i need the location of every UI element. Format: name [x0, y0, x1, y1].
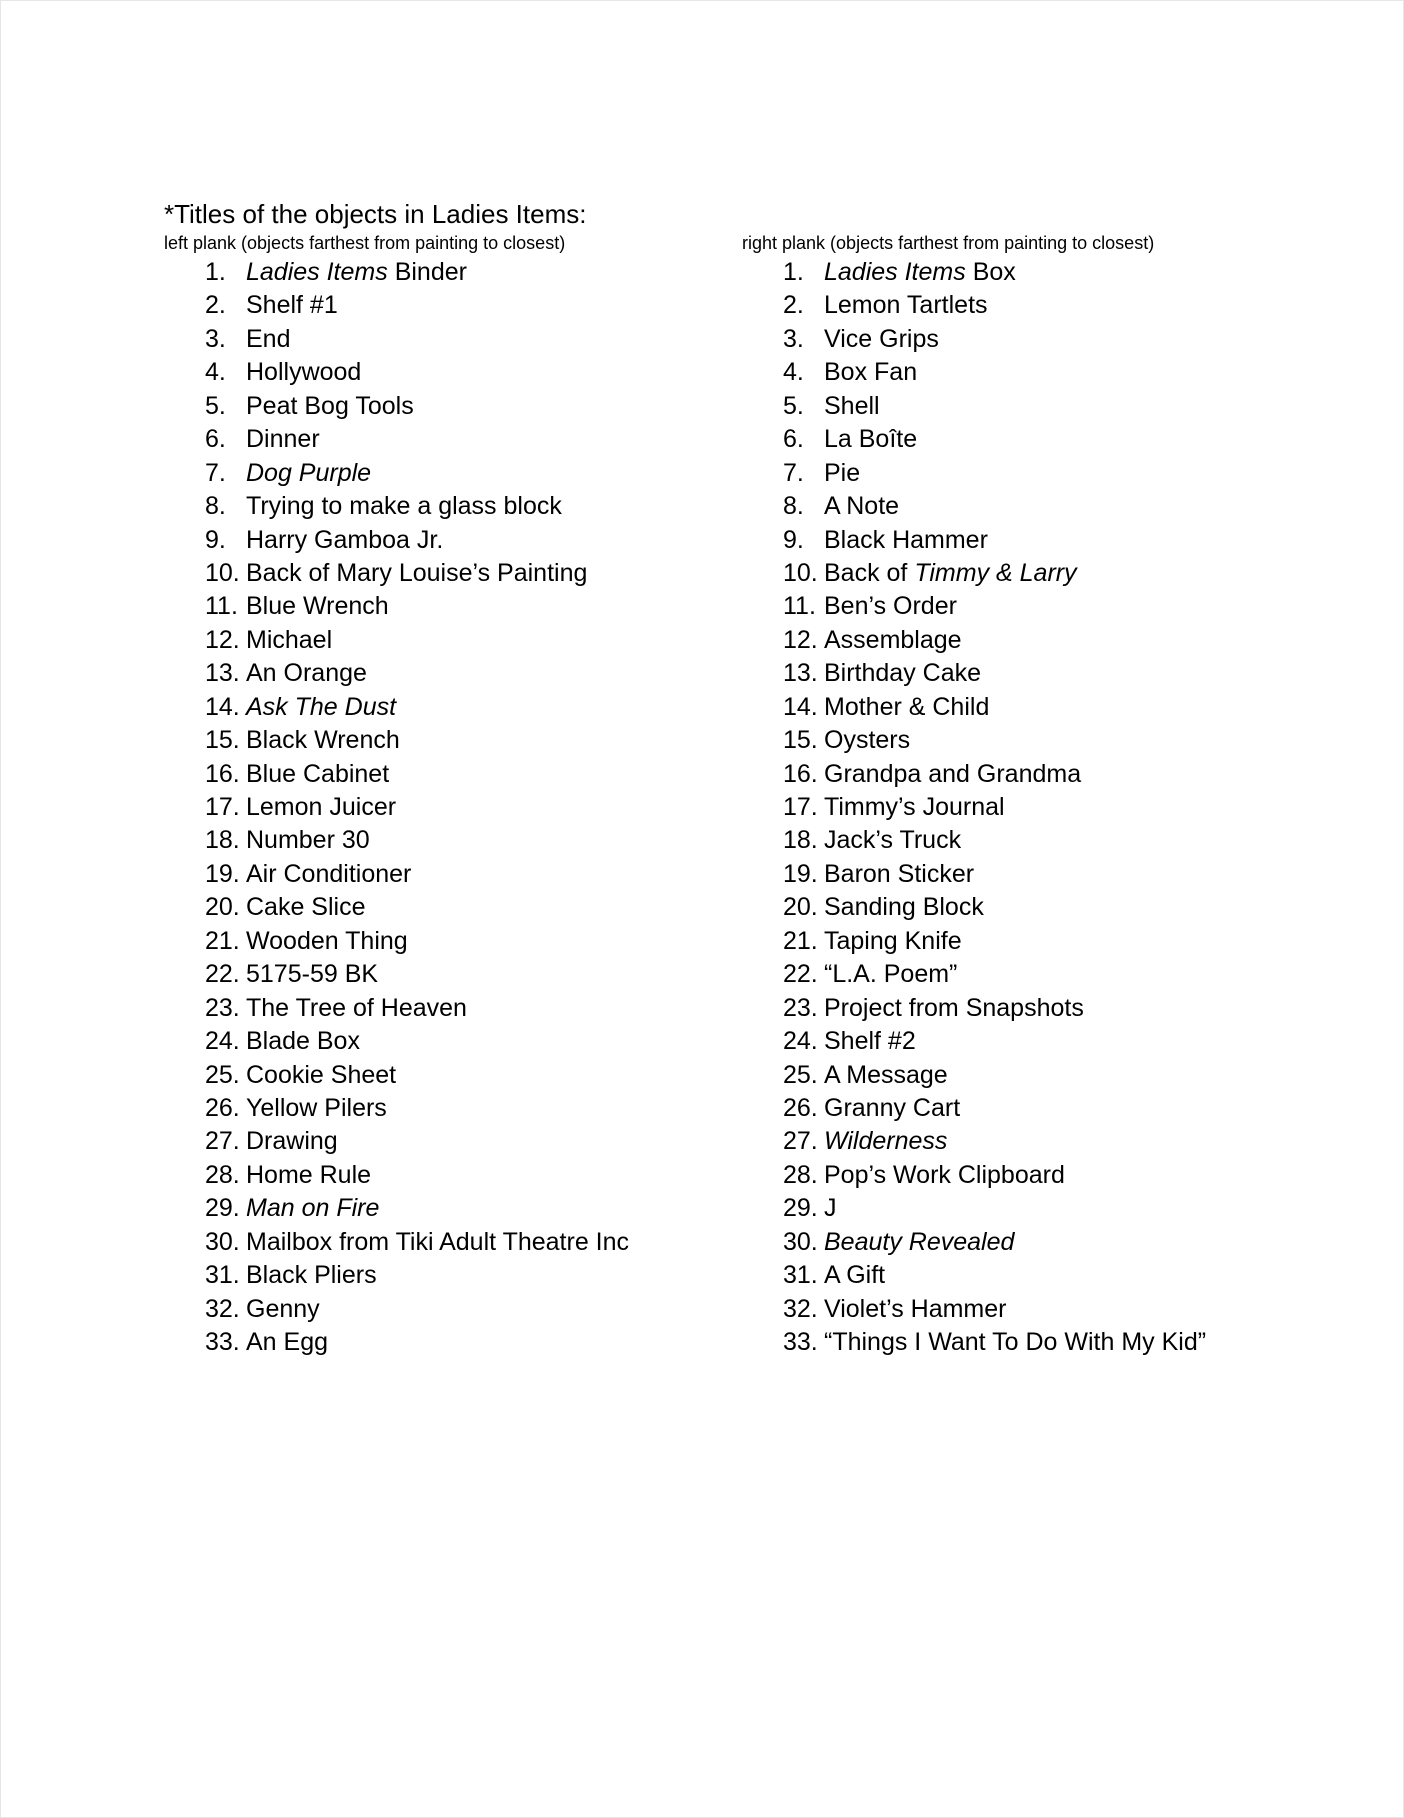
- item-title: [824, 891, 984, 924]
- list-item: [164, 524, 764, 557]
- item-title-part: Number 30: [246, 826, 370, 855]
- item-number: 26.: [783, 1093, 818, 1122]
- item-number: 25.: [205, 1060, 240, 1089]
- item-title-part: Grandpa and Grandma: [824, 759, 1082, 788]
- item-number: 20.: [205, 893, 240, 922]
- item-title-part: An Egg: [246, 1328, 329, 1356]
- item-title-part: Taping Knife: [824, 926, 962, 955]
- list-item: [742, 557, 1342, 590]
- item-number: 18.: [205, 826, 240, 855]
- list-item: [164, 858, 764, 891]
- item-title-part: Peat Bog Tools: [246, 391, 414, 420]
- item-title: [246, 524, 443, 557]
- list-item: [742, 925, 1342, 958]
- list-item: [164, 1192, 764, 1225]
- item-number: 15.: [783, 726, 818, 755]
- list-item: [164, 356, 764, 389]
- item-number: 8.: [783, 492, 804, 521]
- item-title-part: Jack’s Truck: [824, 826, 962, 855]
- left-plank-heading: left plank (objects farthest from painting to closest): [164, 233, 566, 253]
- item-title: [246, 490, 562, 523]
- item-title: [824, 1159, 1065, 1192]
- item-title: [246, 289, 338, 322]
- item-number: 11.: [783, 592, 816, 621]
- item-title-part: Assemblage: [824, 625, 962, 654]
- item-title: [824, 624, 962, 657]
- item-title-part: Lemon Tartlets: [824, 291, 988, 320]
- item-number: 10.: [205, 558, 240, 587]
- item-title: [246, 1059, 396, 1092]
- item-title-part: Wooden Thing: [246, 926, 408, 955]
- list-item: [164, 289, 764, 322]
- item-title-part: J: [824, 1194, 837, 1223]
- item-title: [824, 1326, 1206, 1359]
- item-title: [824, 557, 1077, 590]
- item-title-part: “Things I Want To Do With My Kid”: [824, 1328, 1207, 1356]
- item-title: [246, 891, 366, 924]
- list-item: [164, 490, 764, 523]
- item-number: 6.: [783, 425, 804, 454]
- list-item: [164, 1059, 764, 1092]
- item-title: [246, 691, 396, 724]
- item-number: 16.: [205, 759, 240, 788]
- list-item: [164, 758, 764, 791]
- item-title-part: Shell: [824, 391, 880, 420]
- list-item: [164, 925, 764, 958]
- item-title-part: “L.A. Poem”: [824, 960, 958, 989]
- item-title: [824, 1259, 885, 1292]
- item-number: 30.: [783, 1227, 818, 1256]
- item-title: [824, 390, 880, 423]
- item-number: 31.: [205, 1261, 240, 1290]
- item-title: [824, 1293, 1006, 1326]
- item-title-part: Back of Mary Louise’s Painting: [246, 558, 588, 587]
- item-title: [824, 958, 957, 991]
- item-title-part: Genny: [246, 1294, 320, 1323]
- item-title-italic-part: Man on Fire: [246, 1194, 380, 1223]
- list-item: [742, 657, 1342, 690]
- item-title: [246, 356, 361, 389]
- item-number: 12.: [783, 625, 818, 654]
- item-number: 24.: [783, 1027, 818, 1056]
- list-item: [164, 624, 764, 657]
- item-title: [246, 925, 408, 958]
- item-title: [824, 925, 962, 958]
- item-title: [246, 1125, 338, 1158]
- item-title-part: Birthday Cake: [824, 659, 982, 688]
- list-item: [164, 724, 764, 757]
- item-number: 15.: [205, 726, 240, 755]
- list-item: [164, 1259, 764, 1292]
- item-number: 22.: [205, 960, 240, 989]
- item-number: 17.: [783, 793, 818, 821]
- item-title-part: Vice Grips: [824, 324, 939, 353]
- item-title: [246, 758, 389, 791]
- item-title-part: Sanding Block: [824, 893, 984, 922]
- list-item: [742, 992, 1342, 1025]
- item-title-part: Violet’s Hammer: [824, 1294, 1007, 1323]
- list-item: [164, 992, 764, 1025]
- item-title: [824, 289, 988, 322]
- item-title-italic-part: Wilderness: [824, 1127, 948, 1156]
- item-title: [246, 624, 332, 657]
- item-title-part: Shelf #1: [246, 291, 338, 320]
- item-title: [824, 256, 1016, 289]
- item-number: 12.: [205, 625, 240, 654]
- item-title-part: Lemon Juicer: [246, 793, 397, 821]
- item-number: 13.: [205, 659, 240, 688]
- item-title-part: Black Hammer: [824, 525, 988, 554]
- list-item: [742, 524, 1342, 557]
- list-item: [742, 356, 1342, 389]
- item-title: [824, 524, 988, 557]
- item-title: [824, 858, 974, 891]
- list-item: [742, 1226, 1342, 1259]
- list-item: [164, 891, 764, 924]
- item-title-part: Pie: [824, 458, 861, 487]
- item-title: [824, 457, 860, 490]
- list-item: [164, 1226, 764, 1259]
- item-title: [246, 824, 370, 857]
- item-number: 14.: [783, 692, 818, 721]
- item-title: [246, 1092, 387, 1125]
- item-number: 22.: [783, 960, 818, 989]
- item-title: [246, 457, 371, 490]
- right-plank-list: [742, 256, 1342, 1359]
- item-title-part: Pop’s Work Clipboard: [824, 1160, 1065, 1189]
- item-title-part: Granny Cart: [824, 1093, 961, 1122]
- list-item: [742, 490, 1342, 523]
- item-title-part: Drawing: [246, 1127, 338, 1156]
- item-title-italic-part: Timmy & Larry: [914, 558, 1077, 587]
- item-title-part: Cookie Sheet: [246, 1060, 397, 1089]
- item-title-part: Trying to make a glass block: [246, 492, 562, 521]
- list-item: [164, 323, 764, 356]
- list-item: [742, 457, 1342, 490]
- item-title: [246, 1326, 328, 1359]
- item-title-part: A Gift: [824, 1261, 886, 1290]
- list-item: [742, 1092, 1342, 1125]
- item-number: 18.: [783, 826, 818, 855]
- item-title-part: Cake Slice: [246, 893, 366, 922]
- item-title-part: A Message: [824, 1060, 948, 1089]
- item-number: 19.: [783, 859, 818, 888]
- item-title: [246, 1192, 379, 1225]
- item-number: 25.: [783, 1060, 818, 1089]
- list-item: [164, 1092, 764, 1125]
- item-title: [246, 1025, 360, 1058]
- list-item: [742, 691, 1342, 724]
- list-item: [164, 791, 764, 824]
- item-number: 7.: [783, 458, 804, 487]
- item-title-italic-part: Dog Purple: [246, 458, 372, 487]
- list-item: [742, 1192, 1342, 1225]
- item-number: 6.: [205, 425, 226, 454]
- item-title-part: Ben’s Order: [824, 592, 957, 621]
- item-title: [246, 724, 400, 757]
- list-item: [742, 724, 1342, 757]
- item-title-part: The Tree of Heaven: [246, 993, 467, 1022]
- item-number: 4.: [783, 358, 804, 387]
- item-title-italic-part: Ask The Dust: [246, 692, 397, 721]
- item-number: 9.: [205, 525, 226, 554]
- item-number: 33.: [205, 1328, 240, 1356]
- item-title: [246, 590, 389, 623]
- item-number: 31.: [783, 1261, 818, 1290]
- item-title: [246, 256, 467, 289]
- item-title: [246, 791, 396, 824]
- item-title-part: Box: [965, 258, 1016, 286]
- left-plank-column: [164, 232, 764, 1359]
- item-number: 1.: [783, 258, 804, 286]
- item-title-part: Black Wrench: [246, 726, 400, 755]
- item-title: [824, 992, 1084, 1025]
- item-number: 28.: [783, 1160, 818, 1189]
- item-number: 19.: [205, 859, 240, 888]
- list-item: [742, 824, 1342, 857]
- right-plank-heading: right plank (objects farthest from painting to closest): [742, 233, 1155, 253]
- list-item: [164, 1025, 764, 1058]
- item-number: 9.: [783, 525, 804, 554]
- list-item: [164, 958, 764, 991]
- list-item: [742, 423, 1342, 456]
- list-item: [742, 590, 1342, 623]
- item-title: [246, 1259, 377, 1292]
- list-item: [742, 390, 1342, 423]
- item-number: 4.: [205, 358, 226, 387]
- item-title-part: Black Pliers: [246, 1261, 377, 1290]
- item-title-part: Blue Wrench: [246, 592, 389, 621]
- item-title: [824, 1226, 1014, 1259]
- item-title-italic-part: Ladies Items: [824, 258, 966, 286]
- list-item: [742, 624, 1342, 657]
- item-number: 29.: [783, 1194, 818, 1223]
- item-title: [824, 590, 957, 623]
- list-item: [742, 1025, 1342, 1058]
- item-number: 3.: [205, 324, 226, 353]
- item-number: 16.: [783, 759, 818, 788]
- list-item: [742, 958, 1342, 991]
- item-number: 23.: [783, 993, 818, 1022]
- item-title-part: Baron Sticker: [824, 859, 975, 888]
- list-item: [164, 1326, 764, 1359]
- item-title-part: Mailbox from Tiki Adult Theatre Inc: [246, 1227, 630, 1256]
- list-item: [742, 1259, 1342, 1292]
- item-title-part: End: [246, 324, 291, 353]
- item-number: 5.: [783, 391, 804, 420]
- item-title-part: Home Rule: [246, 1160, 372, 1189]
- list-item: [164, 657, 764, 690]
- left-plank-list: [164, 256, 764, 1359]
- list-item: [742, 891, 1342, 924]
- list-item: [164, 1159, 764, 1192]
- item-number: 13.: [783, 659, 818, 688]
- item-title-part: Project from Snapshots: [824, 993, 1084, 1022]
- list-item: [742, 256, 1342, 289]
- item-number: 14.: [205, 692, 240, 721]
- item-title-part: Hollywood: [246, 358, 362, 387]
- list-item: [164, 691, 764, 724]
- item-title: [246, 1226, 629, 1259]
- item-title: [246, 657, 367, 690]
- item-title: [246, 1159, 371, 1192]
- list-item: [742, 791, 1342, 824]
- item-number: 28.: [205, 1160, 240, 1189]
- item-number: 26.: [205, 1093, 240, 1122]
- list-item: [742, 1125, 1342, 1158]
- item-number: 30.: [205, 1227, 240, 1256]
- item-number: 5.: [205, 391, 226, 420]
- item-number: 32.: [205, 1294, 240, 1323]
- item-number: 2.: [205, 291, 226, 320]
- list-item: [742, 758, 1342, 791]
- item-title: [824, 1059, 948, 1092]
- item-title-part: Oysters: [824, 726, 911, 755]
- item-number: 24.: [205, 1027, 240, 1056]
- item-title-part: Box Fan: [824, 358, 918, 387]
- list-item: [742, 1159, 1342, 1192]
- item-title: [824, 1092, 960, 1125]
- item-number: 10.: [783, 558, 818, 587]
- item-title: [824, 791, 1005, 824]
- item-title-part: 5175-59 BK: [246, 960, 379, 989]
- item-title: [824, 758, 1081, 791]
- item-title: [824, 1125, 947, 1158]
- item-title-part: Air Conditioner: [246, 859, 412, 888]
- item-title: [246, 958, 378, 991]
- item-number: 27.: [205, 1127, 240, 1156]
- item-title: [246, 423, 320, 456]
- item-title-part: Blade Box: [246, 1027, 360, 1056]
- item-title: [246, 390, 414, 423]
- item-number: 1.: [205, 258, 226, 286]
- item-title: [246, 557, 587, 590]
- item-title-part: Dinner: [246, 425, 320, 454]
- list-item: [164, 423, 764, 456]
- item-title-part: Yellow Pilers: [246, 1093, 387, 1122]
- item-number: 8.: [205, 492, 226, 521]
- item-title: [824, 1192, 837, 1225]
- right-plank-column: [742, 232, 1342, 1359]
- item-number: 3.: [783, 324, 804, 353]
- item-number: 23.: [205, 993, 240, 1022]
- item-title: [824, 356, 917, 389]
- item-number: 7.: [205, 458, 226, 487]
- item-title-part: Back of: [824, 558, 915, 587]
- list-item: [742, 1059, 1342, 1092]
- item-number: 29.: [205, 1194, 240, 1223]
- item-title: [824, 824, 961, 857]
- list-item: [742, 1326, 1342, 1359]
- item-title-part: Binder: [387, 258, 467, 286]
- item-title-part: Shelf #2: [824, 1027, 916, 1056]
- list-item: [164, 557, 764, 590]
- item-title-part: Mother & Child: [824, 692, 990, 721]
- item-title-part: Harry Gamboa Jr.: [246, 525, 444, 554]
- item-title: [824, 657, 981, 690]
- item-title: [824, 691, 989, 724]
- item-number: 33.: [783, 1328, 818, 1356]
- item-title: [246, 992, 467, 1025]
- item-title: [824, 1025, 916, 1058]
- item-number: 27.: [783, 1127, 818, 1156]
- item-number: 11.: [205, 592, 238, 621]
- item-title-italic-part: Beauty Revealed: [824, 1227, 1015, 1256]
- item-number: 17.: [205, 793, 240, 821]
- list-item: [742, 323, 1342, 356]
- item-title-part: An Orange: [246, 659, 367, 688]
- document-title: *Titles of the objects in Ladies Items:: [164, 199, 587, 229]
- item-title-part: Michael: [246, 625, 333, 654]
- list-item: [742, 289, 1342, 322]
- item-number: 2.: [783, 291, 804, 320]
- list-item: [164, 590, 764, 623]
- list-item: [164, 1125, 764, 1158]
- list-item: [742, 858, 1342, 891]
- item-title-italic-part: Ladies Items: [246, 258, 388, 286]
- item-number: 21.: [783, 926, 818, 955]
- item-title-part: Timmy’s Journal: [824, 793, 1005, 821]
- item-title-part: A Note: [824, 492, 900, 521]
- list-item: [164, 390, 764, 423]
- item-title: [246, 1293, 320, 1326]
- item-title: [824, 490, 899, 523]
- item-title: [824, 724, 910, 757]
- item-title: [824, 323, 939, 356]
- item-title: [246, 323, 290, 356]
- list-item: [164, 824, 764, 857]
- item-title: [824, 423, 917, 456]
- item-title-part: La Boîte: [824, 425, 918, 454]
- list-item: [742, 1293, 1342, 1326]
- list-item: [164, 256, 764, 289]
- list-item: [164, 1293, 764, 1326]
- item-number: 32.: [783, 1294, 818, 1323]
- list-item: [164, 457, 764, 490]
- item-number: 20.: [783, 893, 818, 922]
- item-title-part: Blue Cabinet: [246, 759, 390, 788]
- item-number: 21.: [205, 926, 240, 955]
- item-title: [246, 858, 411, 891]
